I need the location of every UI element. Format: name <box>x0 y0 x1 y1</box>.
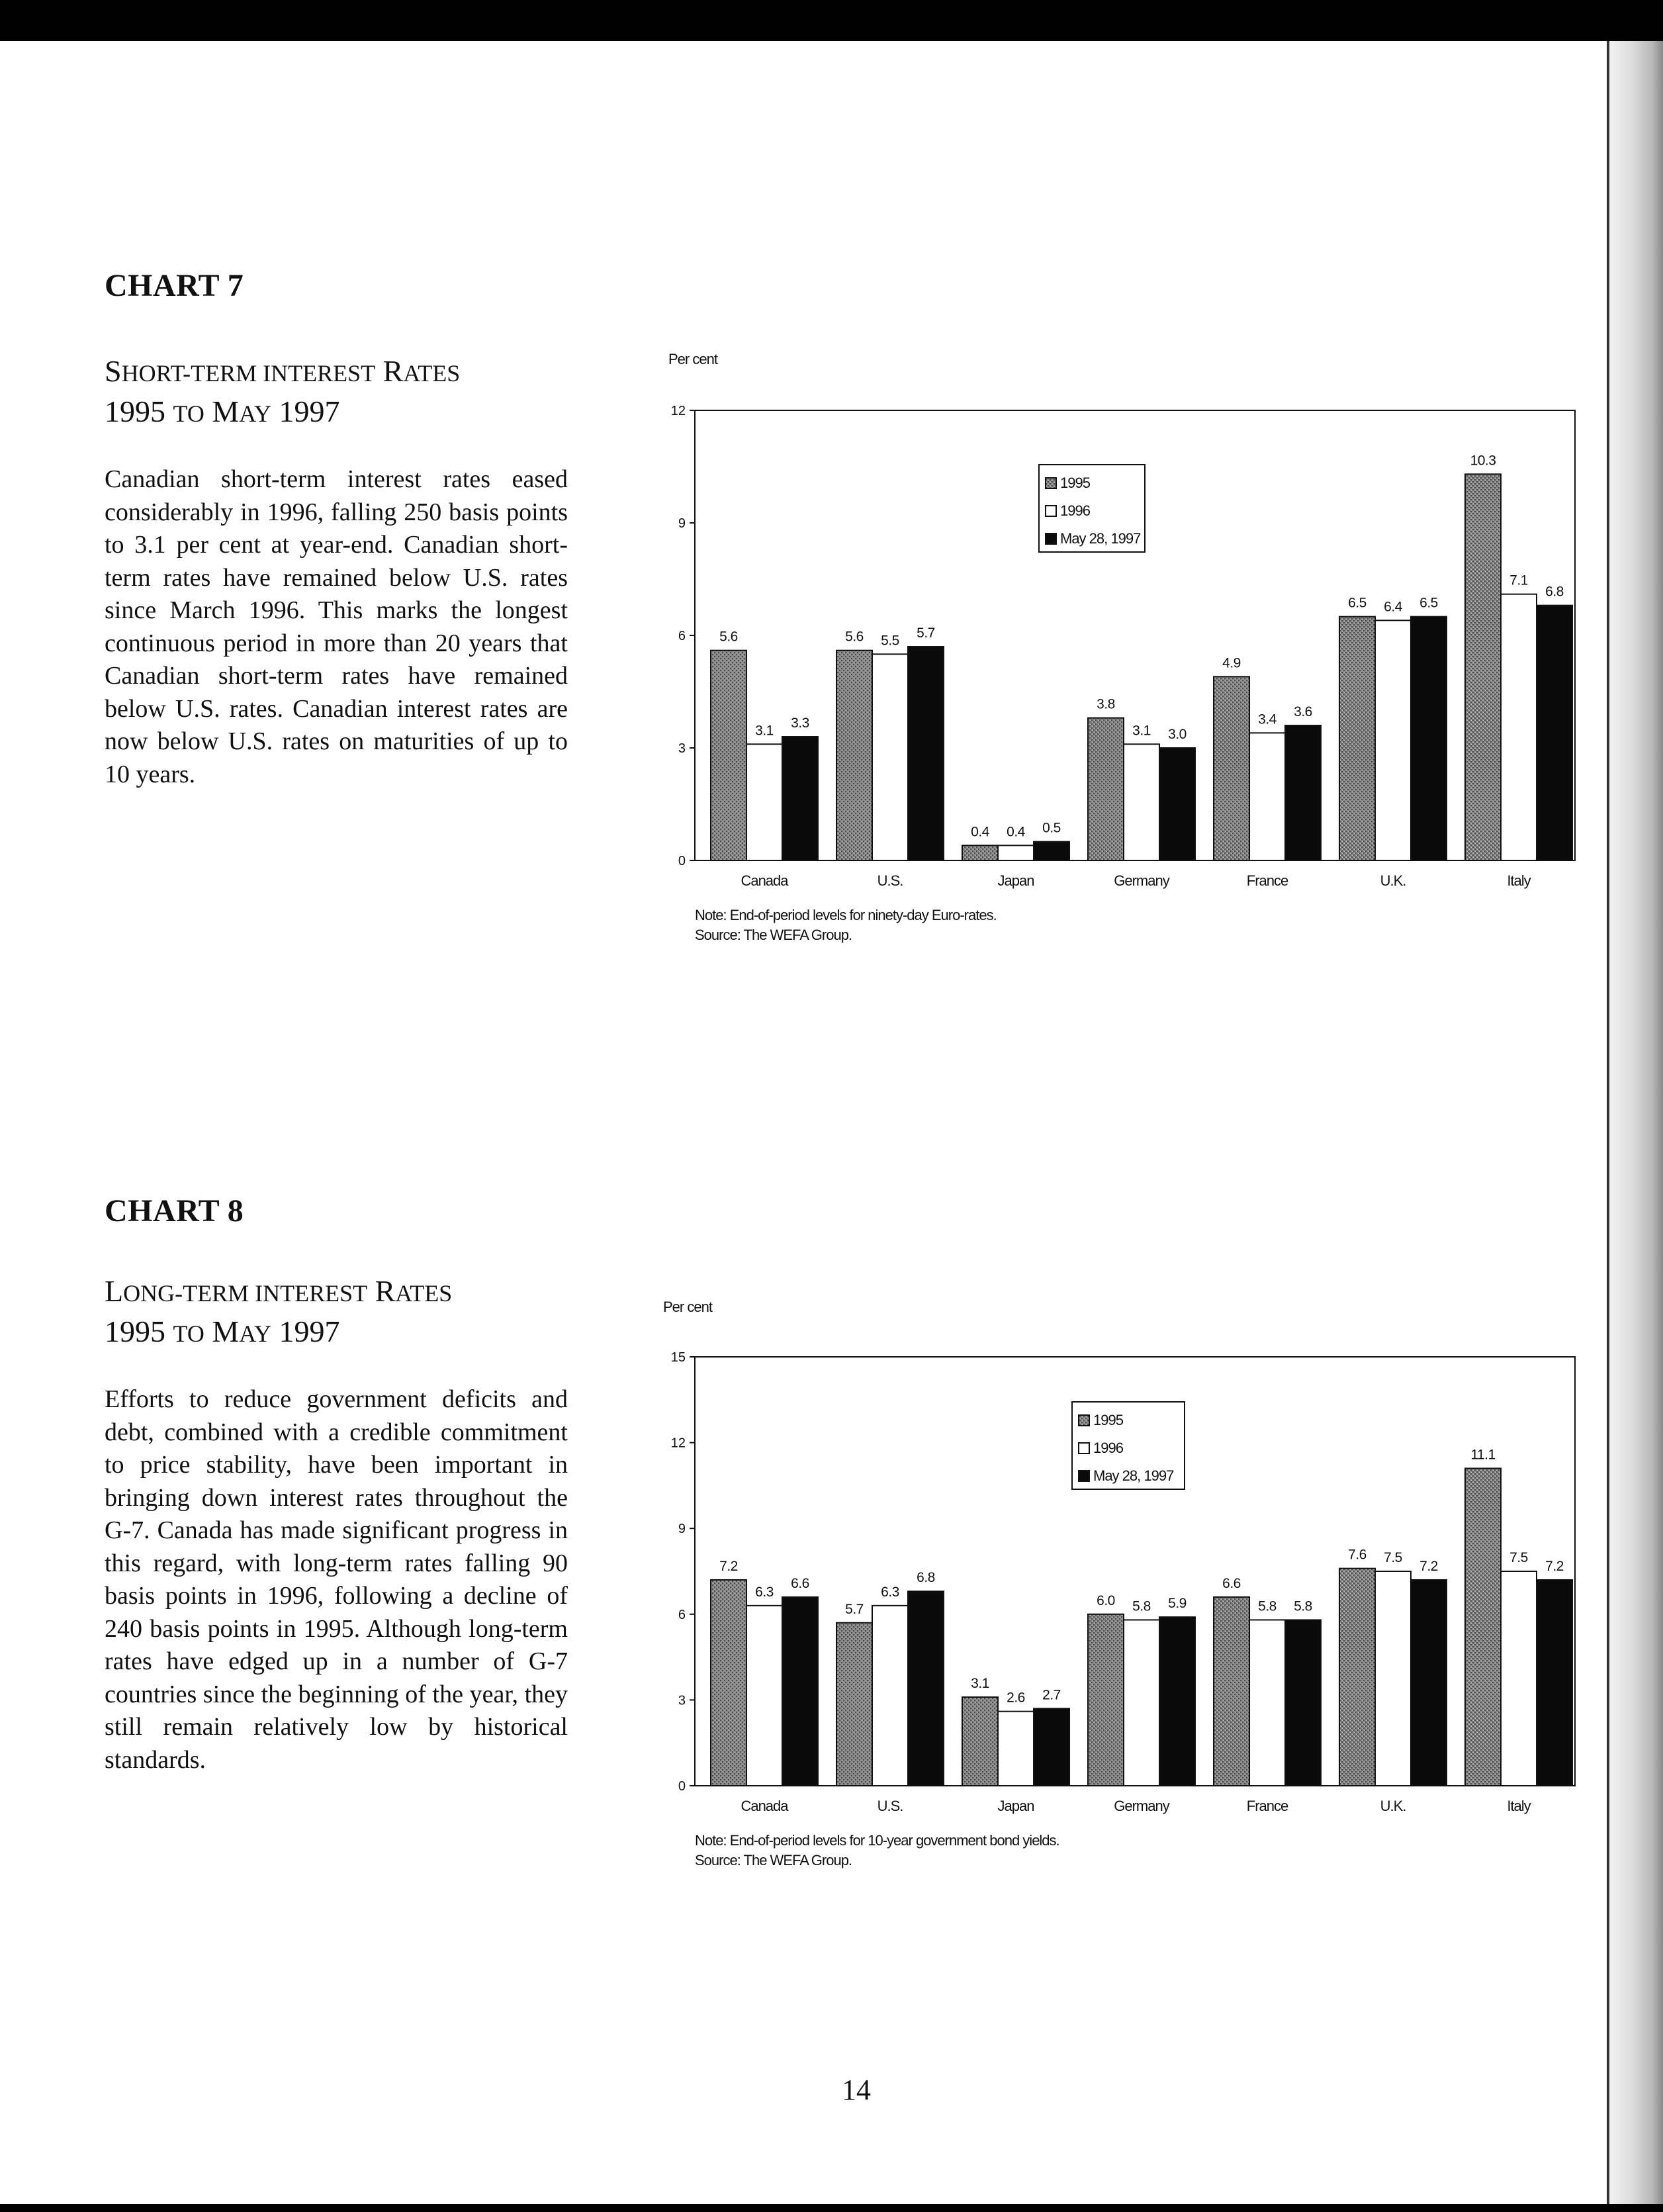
chart8-data-label: 6.3 <box>881 1584 899 1600</box>
chart8-bar-1996 <box>1501 1571 1537 1786</box>
chart8-bar-1995 <box>1214 1597 1249 1786</box>
chart7-category-label: Canada <box>741 872 788 889</box>
chart7-data-label: 0.4 <box>1007 824 1025 840</box>
chart8-bar-may-1997 <box>782 1597 818 1786</box>
chart8-heading: CHART 8 <box>105 1193 244 1228</box>
chart8-bar-may-1997 <box>908 1591 944 1786</box>
chart7-bar-1996 <box>1249 733 1285 860</box>
chart7-data-label: 3.0 <box>1168 727 1187 742</box>
chart8-subtitle-line1: LONG-TERM INTEREST RATES <box>105 1274 453 1308</box>
chart8-category-label: Italy <box>1507 1798 1531 1814</box>
chart7-y-tick-label: 12 <box>670 404 686 418</box>
chart7-bar-may-1997 <box>1537 606 1572 860</box>
page-number: 14 <box>842 2074 871 2106</box>
chart8-subtitle <box>105 1272 452 1353</box>
chart7-data-label: 3.3 <box>791 715 809 731</box>
chart8-data-label: 6.6 <box>1222 1575 1241 1591</box>
chart7-subtitle-line2: 1995 TO MAY 1997 <box>105 394 340 428</box>
chart7-data-label: 5.5 <box>881 633 899 649</box>
chart7-bar-1996 <box>872 654 908 860</box>
chart7-legend-swatch <box>1046 506 1056 516</box>
chart8-data-label: 2.7 <box>1042 1687 1061 1703</box>
chart7-legend-swatch <box>1046 478 1056 488</box>
chart7-y-axis-title: Per cent <box>668 351 717 367</box>
chart7-data-label: 3.1 <box>755 723 774 739</box>
chart8-data-label: 6.6 <box>791 1575 809 1591</box>
chart8-data-label: 3.1 <box>971 1676 989 1692</box>
chart7-category-label: Germany <box>1114 872 1169 889</box>
chart7-data-label: 0.4 <box>971 824 989 840</box>
chart7-category-label: U.K. <box>1380 872 1406 889</box>
chart8-category-label: Japan <box>997 1798 1034 1814</box>
chart8-bar-may-1997 <box>1285 1620 1321 1786</box>
chart7-data-label: 3.8 <box>1097 696 1115 712</box>
chart8-legend-label: May 28, 1997 <box>1093 1467 1174 1484</box>
chart8-bar-1996 <box>1375 1571 1411 1786</box>
chart8-category-label: U.K. <box>1380 1798 1406 1814</box>
chart7-subtitle <box>105 352 460 433</box>
chart7-bar-1995 <box>962 845 998 860</box>
chart8-bar-1995 <box>1088 1614 1124 1786</box>
chart7-bar-1996 <box>998 845 1034 860</box>
chart8-plot <box>649 1291 1588 1886</box>
chart7-subtitle-line1: SHORT-TERM INTEREST RATES <box>105 354 461 388</box>
chart7-legend-label: 1995 <box>1060 475 1090 491</box>
chart7-data-label: 6.5 <box>1348 595 1367 611</box>
chart8-bar-may-1997 <box>1537 1580 1572 1786</box>
chart8-data-label: 6.8 <box>917 1570 935 1586</box>
chart7-data-label: 5.7 <box>917 625 935 641</box>
chart8-y-tick-label: 15 <box>670 1350 686 1365</box>
chart8-bar-1995 <box>962 1697 998 1786</box>
scan-page-spine <box>1607 41 1663 2204</box>
chart8-category-label: Germany <box>1114 1798 1169 1814</box>
chart8-y-tick-label: 0 <box>678 1779 686 1794</box>
chart7-heading: CHART 7 <box>105 268 244 303</box>
chart8-bar-may-1997 <box>1034 1708 1069 1786</box>
chart7-category-label: France <box>1246 872 1288 889</box>
chart8-data-label: 5.9 <box>1168 1596 1187 1612</box>
chart8-category-label: Canada <box>741 1798 788 1814</box>
chart8-data-label: 5.8 <box>1258 1598 1277 1614</box>
chart7-bar-1995 <box>711 651 746 860</box>
chart8-bar-1996 <box>746 1606 782 1786</box>
chart7-legend-label: May 28, 1997 <box>1060 530 1141 547</box>
chart7-bar-may-1997 <box>908 647 944 860</box>
chart8-bar-1996 <box>998 1712 1034 1786</box>
chart8-bar-1995 <box>1465 1468 1501 1786</box>
scan-top-border <box>0 0 1663 41</box>
chart7-data-label: 3.6 <box>1294 704 1312 719</box>
chart8-legend-swatch <box>1079 1471 1089 1481</box>
chart8-note: Note: End-of-period levels for 10-year government bond yields. <box>695 1832 1059 1849</box>
chart8-data-label: 5.8 <box>1294 1598 1312 1614</box>
chart7-data-label: 6.4 <box>1384 599 1402 615</box>
chart7-legend-swatch <box>1046 533 1056 544</box>
chart7-data-label: 3.4 <box>1258 712 1277 727</box>
chart7-bar-may-1997 <box>782 737 818 860</box>
chart8-source: Source: The WEFA Group. <box>695 1852 852 1868</box>
chart8-category-label: France <box>1246 1798 1288 1814</box>
chart7-bar-1995 <box>836 651 872 860</box>
chart7-y-tick-label: 0 <box>678 854 686 868</box>
chart8-category-label: U.S. <box>877 1798 903 1814</box>
chart7-source: Source: The WEFA Group. <box>695 927 852 943</box>
chart7-y-tick-label: 9 <box>678 516 686 531</box>
chart8-data-label: 2.6 <box>1007 1690 1025 1706</box>
chart8-y-tick-label: 9 <box>678 1522 686 1537</box>
chart8-paragraph: Efforts to reduce government deficits and debt, combined with a credible commitment to price stability, have been important in bringing down interest rates throughout the G-7. Canada has made significant progress in this regard, with long-term rates falling 90 basis points in 1996, following a decline of 240 basis points in 1995. Although long-term rates have edged up in a number of G-7 countries since the beginning of the year, they still remain relatively low by historical standards. <box>105 1385 568 1774</box>
chart7-y-tick-label: 3 <box>678 741 686 756</box>
chart8-data-label: 7.2 <box>1545 1558 1564 1574</box>
chart7-data-label: 6.5 <box>1419 595 1438 611</box>
chart8-data-label: 6.3 <box>755 1584 774 1600</box>
chart7-legend-label: 1996 <box>1060 502 1090 519</box>
chart7-data-label: 5.6 <box>719 629 738 645</box>
chart7-bar-may-1997 <box>1411 617 1447 860</box>
chart7-category-label: Japan <box>997 872 1034 889</box>
chart7-category-label: Italy <box>1507 872 1531 889</box>
chart7-bar-may-1997 <box>1285 725 1321 860</box>
chart7-bar-1995 <box>1088 718 1124 860</box>
chart8-legend-swatch <box>1079 1415 1089 1426</box>
chart8-data-label: 7.2 <box>719 1558 738 1574</box>
chart8-bar-1995 <box>1339 1569 1375 1786</box>
chart8-subtitle-line2: 1995 TO MAY 1997 <box>105 1314 340 1348</box>
chart7-y-tick-label: 6 <box>678 629 686 643</box>
chart8-bar-1996 <box>872 1606 908 1786</box>
chart8-y-tick-label: 3 <box>678 1693 686 1708</box>
chart8-legend-label: 1995 <box>1093 1412 1123 1428</box>
chart7-bar-1996 <box>746 744 782 860</box>
scan-bottom-border <box>0 2204 1663 2212</box>
chart7-data-label: 10.3 <box>1470 453 1496 469</box>
chart7-plot <box>649 344 1588 980</box>
chart7-note: Note: End-of-period levels for ninety-day Euro-rates. <box>695 907 997 923</box>
chart8-bar-1996 <box>1124 1620 1159 1786</box>
chart8-data-label: 11.1 <box>1470 1447 1496 1463</box>
chart7-data-label: 6.8 <box>1545 584 1564 600</box>
chart8-data-label: 7.5 <box>1384 1550 1402 1565</box>
chart8-data-label: 5.8 <box>1132 1598 1151 1614</box>
chart7-bar-1995 <box>1465 474 1501 860</box>
chart8-y-tick-label: 12 <box>670 1436 686 1451</box>
chart7-bar-1995 <box>1214 676 1249 860</box>
chart7-bar-1995 <box>1339 617 1375 860</box>
chart8-bar-1996 <box>1249 1620 1285 1786</box>
chart7-data-label: 4.9 <box>1222 655 1241 671</box>
chart8-legend-swatch <box>1079 1443 1089 1453</box>
chart7-data-label: 7.1 <box>1509 573 1528 588</box>
chart7-bar-may-1997 <box>1034 842 1069 860</box>
chart8-data-label: 7.5 <box>1509 1550 1528 1565</box>
chart7-bar-1996 <box>1501 594 1537 860</box>
chart8-bar-may-1997 <box>1411 1580 1447 1786</box>
chart7-data-label: 5.6 <box>845 629 864 645</box>
chart8-data-label: 7.6 <box>1348 1547 1367 1563</box>
chart8-bar-may-1997 <box>1159 1617 1195 1786</box>
chart7-category-label: U.S. <box>877 872 903 889</box>
chart8-y-axis-title: Per cent <box>663 1299 712 1315</box>
chart8-data-label: 7.2 <box>1419 1558 1438 1574</box>
chart7-data-label: 0.5 <box>1042 820 1061 836</box>
chart7-bar-may-1997 <box>1159 748 1195 860</box>
scan-page-edge <box>1607 41 1609 2204</box>
chart7-paragraph: Canadian short-term interest rates eased considerably in 1996, falling 250 basis points to 3.1 per cent at year-end. Canadian short-term rates have remained below U.S. rates since March 1996. This marks the longest continuous period in more than 20 years that Canadian short-term rates have remained below U.S. rates. Canadian interest rates are now below U.S. rates on maturities of up to 10 years. <box>105 465 568 788</box>
chart8-data-label: 6.0 <box>1097 1592 1115 1608</box>
chart8-data-label: 5.7 <box>845 1601 864 1617</box>
chart8-bar-1995 <box>711 1580 746 1786</box>
chart7-bar-1996 <box>1375 620 1411 860</box>
chart8-y-tick-label: 6 <box>678 1607 686 1622</box>
chart8-bar-1995 <box>836 1623 872 1786</box>
chart7-data-label: 3.1 <box>1132 723 1151 739</box>
chart7-bar-1996 <box>1124 744 1159 860</box>
chart8-legend-label: 1996 <box>1093 1440 1123 1456</box>
